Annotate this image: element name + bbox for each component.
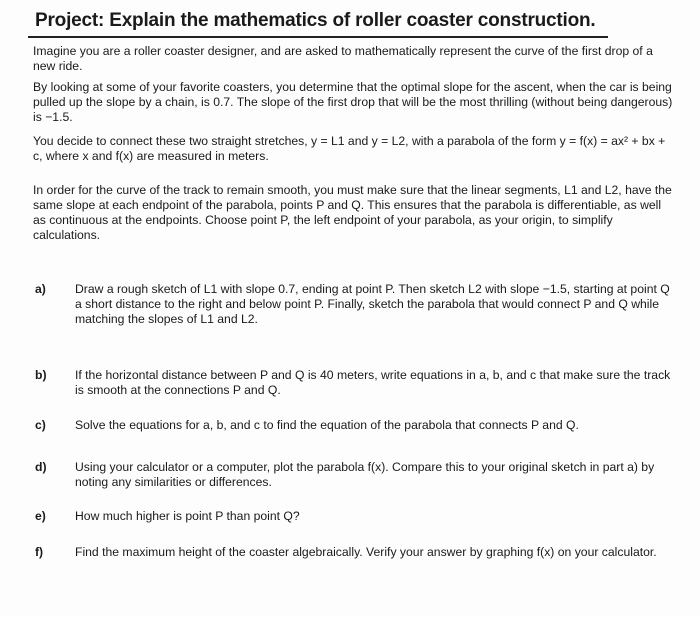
title-underline — [28, 36, 608, 38]
question-label: e) — [35, 509, 46, 523]
intro-paragraph-1: Imagine you are a roller coaster designer, and are asked to mathematically represent the curve of the first drop of a new ride. — [33, 44, 653, 73]
question-label: c) — [35, 418, 46, 432]
question-text: Find the maximum height of the coaster algebraically. Verify your answer by graphing f(x) on your calculator. — [75, 545, 657, 559]
question-label: a) — [35, 282, 46, 296]
question-text: Solve the equations for a, b, and c to find the equation of the parabola that connects P and Q. — [75, 418, 579, 432]
question-text: Draw a rough sketch of L1 with slope 0.7, ending at point P. Then sketch L2 with slope −1.5, starting at point Q a short distance to the right and below point P. Finally, sketch the parabola that would connect P and Q while matching the slopes of L1 and L2. — [75, 282, 670, 326]
question-label: b) — [35, 368, 47, 382]
question-label: f) — [35, 545, 44, 559]
question-text: Using your calculator or a computer, plot the parabola f(x). Compare this to your original sketch in part a) by noting any similarities or differences. — [75, 460, 655, 489]
question-text: If the horizontal distance between P and Q is 40 meters, write equations in a, b, and c that make sure the track is smooth at the connections P and Q. — [75, 368, 671, 397]
intro-paragraph-4: In order for the curve of the track to remain smooth, you must make sure that the linear segments, L1 and L2, have the same slope at each endpoint of the parabola, points P and Q. This ensures that the parabola is differentiable, as well as continuous at the endpoints. Choose point P, the left endpoint of your parabola, as your origin, to simplify calculations. — [33, 183, 672, 242]
intro-paragraph-2: By looking at some of your favorite coasters, you determine that the optimal slope for the ascent, when the car is being pulled up the slope by a chain, is 0.7. The slope of the first drop that will be the most thrilling (without being dangerous) is −1.5. — [33, 80, 673, 124]
intro-paragraph-3: You decide to connect these two straight stretches, y = L1 and y = L2, with a parabola of the form y = f(x) = ax² + bx + c, where x and f(x) are measured in meters. — [33, 134, 666, 163]
page-title: Project: Explain the mathematics of roller coaster construction. — [35, 10, 596, 31]
question-label: d) — [35, 460, 47, 474]
question-text: How much higher is point P than point Q? — [75, 509, 300, 523]
